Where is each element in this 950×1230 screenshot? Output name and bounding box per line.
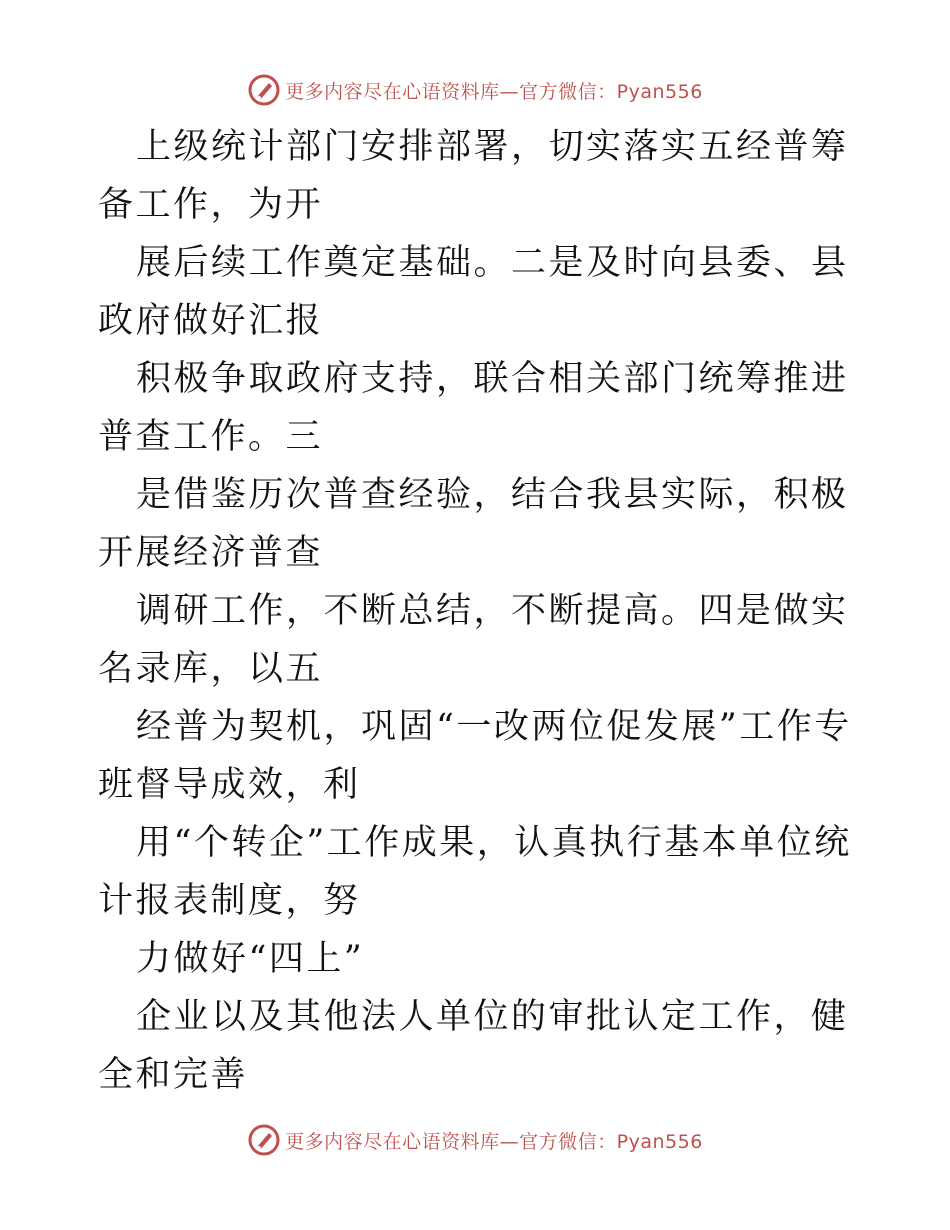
paragraph: 用“个转企”工作成果，认真执行基本单位统计报表制度，努 — [98, 823, 852, 921]
paragraph: 力做好“四上” — [136, 939, 365, 979]
watermark-text: 更多内容尽在心语资料库—官方微信：Pyan556 — [285, 1130, 703, 1153]
paragraph: 是借鉴历次普查经验，结合我县实际，积极开展经济普查 — [98, 475, 849, 573]
watermark-footer — [0, 1120, 950, 1160]
paragraph: 企业以及其他法人单位的审批认定工作，健全和完善 — [98, 997, 849, 1095]
paragraph: 上级统计部门安排部署，切实落实五经普筹备工作，为开 — [98, 127, 849, 225]
paragraph: 积极争取政府支持，联合相关部门统筹推进普查工作。三 — [98, 359, 849, 457]
watermark-text: 更多内容尽在心语资料库—官方微信：Pyan556 — [285, 80, 703, 103]
watermark-header — [0, 70, 950, 110]
paragraph: 经普为契机，巩固“一改两位促发展”工作专班督导成效，利 — [98, 707, 852, 805]
document-body — [98, 118, 858, 1104]
pen-nib-icon — [247, 1123, 281, 1157]
pen-nib-icon — [247, 73, 281, 107]
paragraph: 调研工作，不断总结，不断提高。四是做实名录库，以五 — [98, 591, 849, 689]
paragraph: 展后续工作奠定基础。二是及时向县委、县政府做好汇报 — [98, 243, 849, 341]
